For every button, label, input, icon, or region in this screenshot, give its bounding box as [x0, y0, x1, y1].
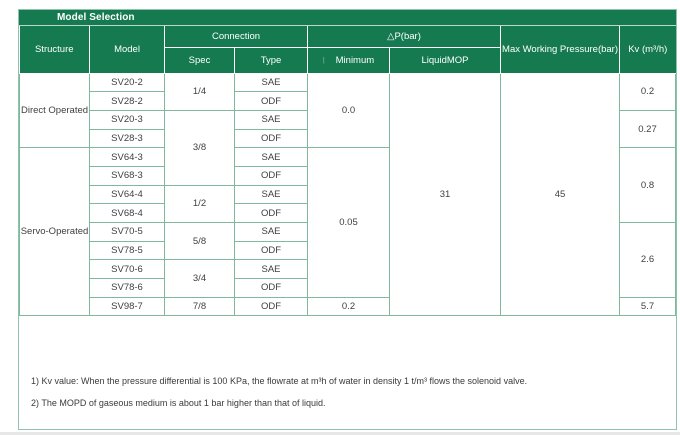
- cell-minimum: 0.0: [308, 73, 390, 148]
- title-bar: [19, 10, 676, 26]
- cell-model: SV64-3: [90, 148, 165, 167]
- cell-model: SV20-3: [90, 110, 165, 129]
- col-header-kv: Kv (m³/h): [620, 26, 676, 73]
- cell-kv: 5.7: [620, 297, 676, 316]
- cell-kv: 0.8: [620, 148, 676, 223]
- cell-type: SAE: [235, 260, 308, 279]
- cell-kv: 0.27: [620, 110, 676, 147]
- cell-model: SV98-7: [90, 297, 165, 316]
- table-row: [20, 73, 676, 92]
- model-selection-table: [19, 26, 676, 316]
- cell-model: SV64-4: [90, 185, 165, 204]
- cell-spec: 3/8: [165, 110, 235, 185]
- cell-model: SV68-4: [90, 204, 165, 223]
- cell-type: SAE: [235, 185, 308, 204]
- col-header-minimum: [308, 47, 390, 73]
- cell-spec: 7/8: [165, 297, 235, 316]
- col-header-connection: Connection: [165, 26, 308, 47]
- footnote-kv-value: 1) Kv value: When the pressure differential is 100 KPa, the flowrate at m³h of water in density 1 t/m³ flows the solenoid valve.: [31, 376, 528, 387]
- cell-liquid-mop: 31: [390, 73, 501, 316]
- col-header-max-working-pressure: Max Working Pressure(bar): [501, 26, 620, 73]
- cell-structure: Direct Operated: [20, 73, 90, 148]
- cell-minimum: 0.05: [308, 148, 390, 298]
- cell-model: SV28-2: [90, 92, 165, 111]
- col-header-spec: Spec: [165, 47, 235, 73]
- cell-type: ODF: [235, 92, 308, 111]
- cell-model: SV28-3: [90, 129, 165, 148]
- cell-spec: 5/8: [165, 223, 235, 260]
- cell-type: SAE: [235, 110, 308, 129]
- table-header: [20, 26, 676, 73]
- footnotes: [19, 316, 676, 414]
- table-body: [20, 73, 676, 316]
- cell-type: SAE: [235, 223, 308, 242]
- cell-spec: 3/4: [165, 260, 235, 297]
- cell-model: SV70-6: [90, 260, 165, 279]
- cell-type: ODF: [235, 297, 308, 316]
- cell-max-working-pressure: 45: [501, 73, 620, 316]
- cell-type: ODF: [235, 279, 308, 298]
- col-header-type: Type: [235, 47, 308, 73]
- cell-model: SV70-5: [90, 223, 165, 242]
- cell-type: ODF: [235, 204, 308, 223]
- cell-structure: Servo-Operated: [20, 148, 90, 316]
- cell-model: SV20-2: [90, 73, 165, 92]
- cell-kv: 2.6: [620, 223, 676, 298]
- minimum-label: Minimum: [335, 54, 375, 66]
- cell-model: SV78-5: [90, 241, 165, 260]
- col-header-structure: Structure: [20, 26, 90, 73]
- cell-type: ODF: [235, 129, 308, 148]
- cell-model: SV78-6: [90, 279, 165, 298]
- cell-type: ODF: [235, 166, 308, 185]
- cell-kv: 0.2: [620, 73, 676, 110]
- cell-minimum: 0.2: [308, 297, 390, 316]
- cell-spec: 1/2: [165, 185, 235, 222]
- cell-spec: 1/4: [165, 73, 235, 110]
- cell-type: ODF: [235, 241, 308, 260]
- col-header-delta-p: △P(bar): [308, 26, 501, 47]
- col-header-model: Model: [90, 26, 165, 73]
- minimum-prefix-mark: |: [322, 56, 325, 64]
- cell-type: SAE: [235, 148, 308, 167]
- footnote-mopd: 2) The MOPD of gaseous medium is about 1 bar higher than that of liquid.: [31, 398, 326, 409]
- page-title: Model Selection: [57, 12, 135, 23]
- cell-model: SV68-3: [90, 166, 165, 185]
- model-selection-sheet: [18, 9, 677, 430]
- header-row-1: [20, 26, 676, 47]
- col-header-liquid-mop: LiquidMOP: [390, 47, 501, 73]
- cell-type: SAE: [235, 73, 308, 92]
